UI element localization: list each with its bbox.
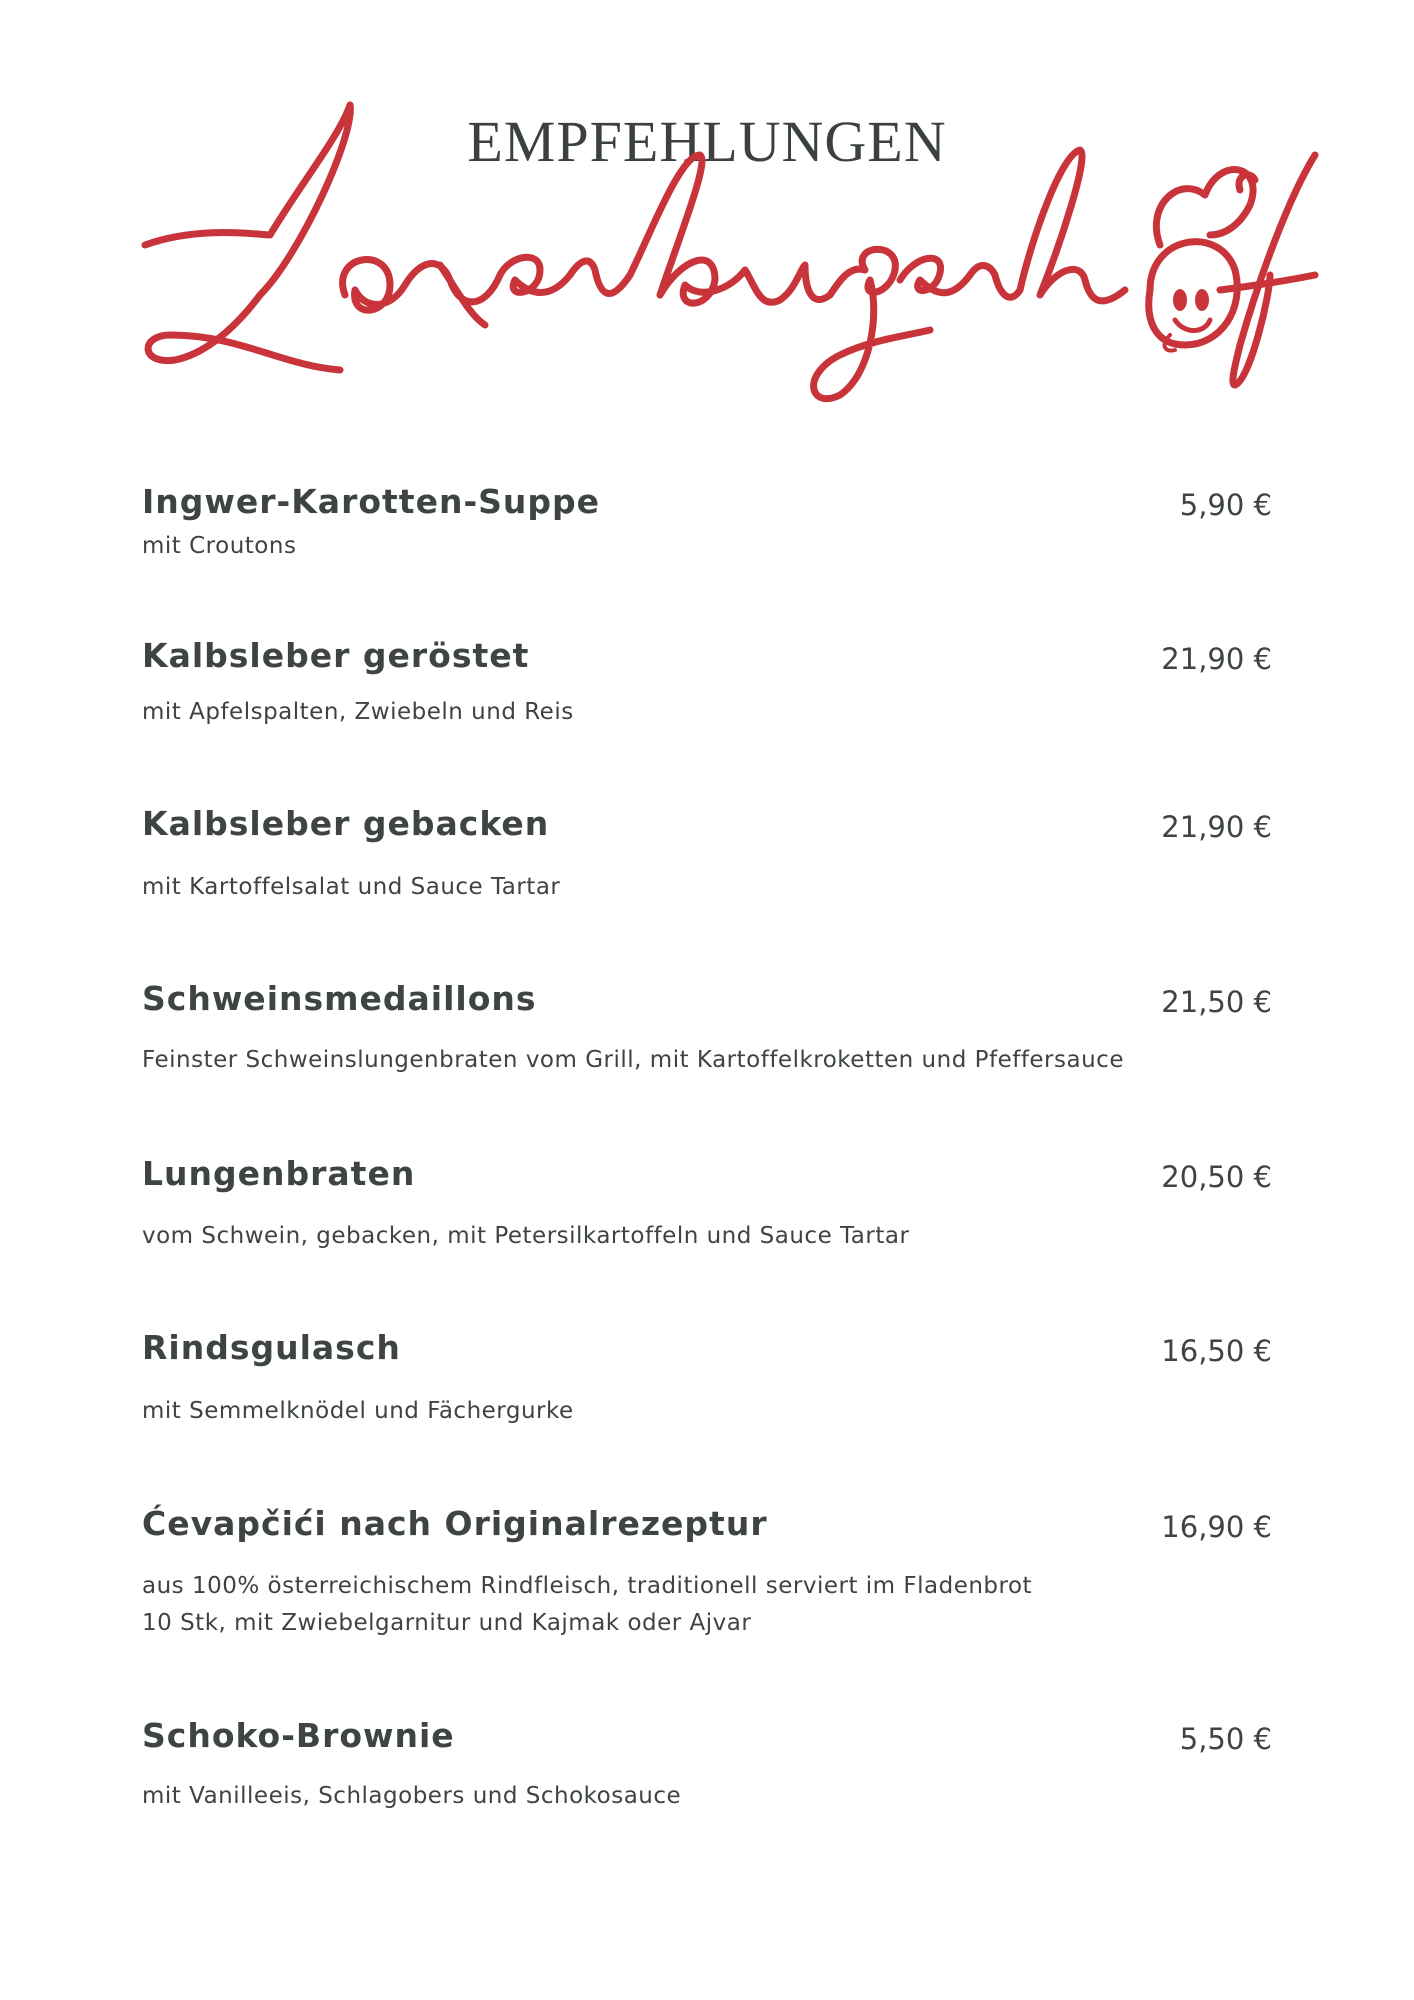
dish-price: 21,90 €	[1161, 642, 1272, 676]
dish-price: 16,50 €	[1161, 1334, 1272, 1368]
dish-description: Feinster Schweinslungenbraten vom Grill, mit Kartoffelkroketten und Pfeffersauce	[142, 1047, 1124, 1073]
dish-name: Schweinsmedaillons	[142, 979, 537, 1018]
page-title: EMPFEHLUNGEN	[467, 109, 947, 174]
dish-name: Ćevapčići nach Originalrezeptur	[142, 1504, 768, 1543]
dish-description: mit Kartoffelsalat und Sauce Tartar	[142, 874, 561, 900]
dish-description: mit Semmelknödel und Fächergurke	[142, 1398, 574, 1424]
laxenburgerhof-logo	[140, 95, 1320, 415]
dish-price: 21,90 €	[1161, 810, 1272, 844]
dish-price: 20,50 €	[1161, 1160, 1272, 1194]
dish-description: mit Vanilleeis, Schlagobers und Schokosauce	[142, 1783, 682, 1809]
dish-description: vom Schwein, gebacken, mit Petersilkartoffeln und Sauce Tartar	[142, 1223, 910, 1249]
dish-name: Rindsgulasch	[142, 1328, 401, 1367]
dish-price: 5,90 €	[1179, 488, 1272, 522]
dish-name: Kalbsleber geröstet	[142, 636, 530, 675]
dish-price: 5,50 €	[1179, 1722, 1272, 1756]
dish-description: 10 Stk, mit Zwiebelgarnitur und Kajmak oder Ajvar	[142, 1610, 752, 1636]
dish-name: Schoko-Brownie	[142, 1716, 455, 1755]
dish-name: Ingwer-Karotten-Suppe	[142, 482, 601, 521]
dish-name: Lungenbraten	[142, 1154, 416, 1193]
dish-name: Kalbsleber gebacken	[142, 804, 550, 843]
dish-description: mit Croutons	[142, 533, 297, 559]
dish-price: 16,90 €	[1161, 1510, 1272, 1544]
dish-description: aus 100% österreichischem Rindfleisch, traditionell serviert im Fladenbrot	[142, 1573, 1033, 1599]
dish-description: mit Apfelspalten, Zwiebeln und Reis	[142, 699, 574, 725]
dish-price: 21,50 €	[1161, 985, 1272, 1019]
